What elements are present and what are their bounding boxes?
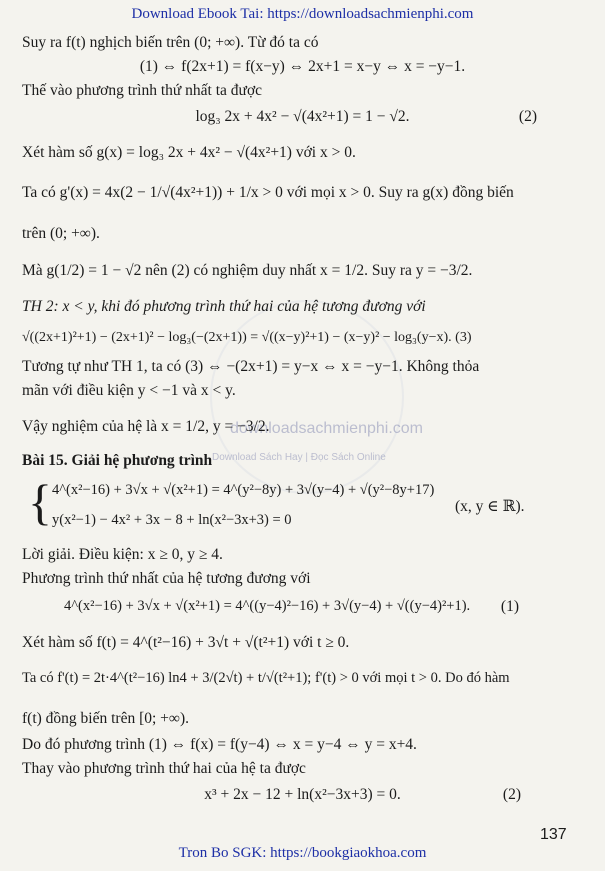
text-line: Mà g(1/2) = 1 − √2 nên (2) có nghiệm duy nhất x = 1/2. Suy ra y = −3/2. bbox=[22, 262, 473, 279]
text-line: Tương tự như TH 1, ta có (3) ⇔ −(2x+1) = y−x ⇔ x = −y−1. Không thỏa bbox=[22, 358, 480, 375]
equation-line: 4^(x²−16) + 3√x + √(x²+1) = 4^(y²−8y) + 3√(y−4) + √(y²−8y+17) bbox=[52, 482, 435, 498]
equation-number: (1) bbox=[500, 598, 519, 615]
text-line: f(t) đồng biến trên [0; +∞). bbox=[22, 710, 189, 727]
equation-line: (1) ⇔ f(2x+1) = f(x−y) ⇔ 2x+1 = x−y ⇔ x = −y−1. bbox=[139, 58, 466, 75]
text-line: mãn với điều kiện y < −1 và x < y. bbox=[22, 382, 236, 399]
equation-line: y(x²−1) − 4x² + 3x − 8 + ln(x²−3x+3) = 0 bbox=[52, 512, 292, 528]
watermark-subtext: Download Sách Hay | Đọc Sách Online bbox=[212, 452, 386, 463]
solution-line: Lời giải. Điều kiện: x ≥ 0, y ≥ 4. bbox=[22, 546, 223, 563]
text-line: Xét hàm số f(t) = 4^(t²−16) + 3√t + √(t²+1) với t ≥ 0. bbox=[22, 634, 350, 651]
text-line: Ta có g'(x) = 4x(2 − 1/√(4x²+1)) + 1/x > 0 với mọi x > 0. Suy ra g(x) đồng biến bbox=[22, 184, 514, 201]
text-line: Thay vào phương trình thứ hai của hệ ta được bbox=[22, 760, 306, 777]
text-line: Do đó phương trình (1) ⇔ f(x) = f(y−4) ⇔ x = y−4 ⇔ y = x+4. bbox=[22, 736, 417, 753]
case-heading: TH 2: x < y, khi đó phương trình thứ hai của hệ tương đương với bbox=[22, 298, 426, 315]
system-brace: { bbox=[28, 474, 52, 530]
text-line: Vậy nghiệm của hệ là x = 1/2, y = −3/2. bbox=[22, 418, 270, 435]
page-number: 137 bbox=[540, 826, 567, 843]
equation-line: x³ + 2x − 12 + ln(x²−3x+3) = 0. bbox=[204, 786, 401, 803]
domain-note: (x, y ∈ ℝ). bbox=[455, 498, 525, 515]
problem-heading: Bài 15. Giải hệ phương trình bbox=[22, 452, 213, 469]
text-line: Xét hàm số g(x) = log₃ 2x + 4x² − √(4x²+1) với x > 0. bbox=[22, 144, 356, 161]
equation-line: log₃ 2x + 4x² − √(4x²+1) = 1 − √2. bbox=[195, 108, 410, 125]
text-line: Thế vào phương trình thứ nhất ta được bbox=[22, 82, 263, 99]
text-line: Suy ra f(t) nghịch biến trên (0; +∞). Từ đó ta có bbox=[22, 34, 319, 51]
equation-line: √((2x+1)²+1) − (2x+1)² − log₃(−(2x+1)) = √((x−y)²+1) − (x−y)² − log₃(y−x). (3) bbox=[22, 330, 472, 345]
header-link[interactable]: Download Ebook Tai: https://downloadsachmienphi.com bbox=[131, 6, 474, 22]
footer-link[interactable]: Tron Bo SGK: https://bookgiaokhoa.com bbox=[178, 845, 427, 861]
watermark-text: downloadsachmienphi.com bbox=[230, 420, 423, 437]
text-line: trên (0; +∞). bbox=[22, 225, 100, 242]
text-line: Phương trình thứ nhất của hệ tương đương với bbox=[22, 570, 311, 587]
equation-line: 4^(x²−16) + 3√x + √(x²+1) = 4^((y−4)²−16) + 3√(y−4) + √((y−4)²+1). bbox=[64, 598, 471, 614]
text-line: Ta có f'(t) = 2t·4^(t²−16) ln4 + 3/(2√t) + t/√(t²+1); f'(t) > 0 với mọi t > 0. Do đó hàm bbox=[22, 670, 510, 686]
equation-number: (2) bbox=[502, 786, 521, 803]
equation-number: (2) bbox=[518, 108, 537, 125]
